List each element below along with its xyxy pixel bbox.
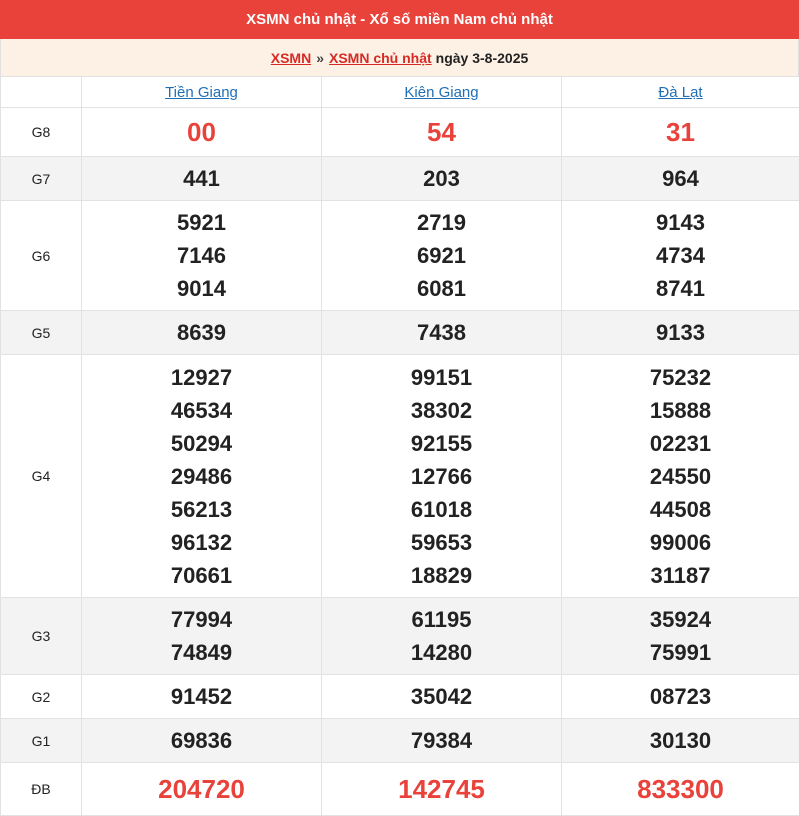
lottery-number: 7438 bbox=[417, 320, 466, 345]
prize-cell-g8-1 bbox=[322, 108, 562, 157]
lottery-number: 2719 bbox=[417, 210, 466, 235]
lottery-number: 31 bbox=[666, 116, 695, 147]
prize-label-g5: G5 bbox=[1, 311, 82, 355]
prize-row-g5 bbox=[1, 311, 799, 355]
breadcrumb-link-xsmn-sunday[interactable]: XSMN chủ nhật bbox=[328, 49, 432, 66]
lottery-number: 02231 bbox=[649, 430, 712, 456]
prize-cell-g8-2 bbox=[562, 108, 799, 157]
prize-cell-g5-0 bbox=[82, 311, 322, 355]
prize-row-db bbox=[1, 763, 799, 816]
lottery-number: 18829 bbox=[410, 562, 473, 588]
lottery-number: 74849 bbox=[170, 640, 233, 665]
lottery-number: 70661 bbox=[170, 562, 233, 588]
prize-cell-g1-2 bbox=[562, 719, 799, 763]
prize-cell-db-2 bbox=[562, 763, 799, 816]
prize-cell-g2-1 bbox=[322, 675, 562, 719]
prize-cell-db-1 bbox=[322, 763, 562, 816]
prize-row-g2 bbox=[1, 675, 799, 719]
prize-cell-g3-0 bbox=[82, 598, 322, 675]
lottery-number: 96132 bbox=[170, 529, 233, 555]
lottery-number: 204720 bbox=[158, 773, 245, 804]
prize-cell-g7-0 bbox=[82, 157, 322, 201]
prize-cell-g1-0 bbox=[82, 719, 322, 763]
lottery-number: 77994 bbox=[170, 607, 233, 632]
lottery-number: 12766 bbox=[410, 463, 473, 489]
prize-label-g2: G2 bbox=[1, 675, 82, 719]
lottery-number: 964 bbox=[662, 166, 699, 191]
prize-label-g4: G4 bbox=[1, 355, 82, 598]
lottery-number: 35042 bbox=[410, 684, 473, 709]
lottery-number: 142745 bbox=[398, 773, 485, 804]
prize-cell-g4-2 bbox=[562, 355, 799, 598]
lottery-number: 6081 bbox=[417, 276, 466, 301]
lottery-number: 91452 bbox=[170, 684, 233, 709]
lottery-number: 29486 bbox=[170, 463, 233, 489]
lottery-number: 59653 bbox=[410, 529, 473, 555]
lottery-number: 9014 bbox=[177, 276, 226, 301]
prize-row-g3 bbox=[1, 598, 799, 675]
breadcrumb-link-xsmn[interactable]: XSMN bbox=[270, 49, 312, 66]
prize-row-g7 bbox=[1, 157, 799, 201]
prize-cell-g2-0 bbox=[82, 675, 322, 719]
breadcrumb-separator: » bbox=[316, 49, 324, 66]
lottery-number: 92155 bbox=[410, 430, 473, 456]
prize-cell-g7-2 bbox=[562, 157, 799, 201]
lottery-number: 08723 bbox=[649, 684, 712, 709]
lottery-number: 35924 bbox=[649, 607, 712, 632]
prize-cell-g1-1 bbox=[322, 719, 562, 763]
prize-cell-g8-0 bbox=[82, 108, 322, 157]
lottery-number: 00 bbox=[187, 116, 216, 147]
prize-row-g4 bbox=[1, 355, 799, 598]
results-table bbox=[0, 76, 799, 816]
prize-cell-g5-1 bbox=[322, 311, 562, 355]
lottery-number: 7146 bbox=[177, 243, 226, 268]
lottery-number: 24550 bbox=[649, 463, 712, 489]
lottery-number: 61195 bbox=[411, 607, 472, 632]
prize-cell-g6-0 bbox=[82, 201, 322, 311]
lottery-number: 8741 bbox=[656, 276, 705, 301]
prize-row-g1 bbox=[1, 719, 799, 763]
lottery-number: 69836 bbox=[170, 728, 233, 753]
lottery-number: 12927 bbox=[170, 364, 233, 390]
prize-cell-g3-1 bbox=[322, 598, 562, 675]
prize-cell-g3-2 bbox=[562, 598, 799, 675]
prize-cell-g6-2 bbox=[562, 201, 799, 311]
prize-label-g1: G1 bbox=[1, 719, 82, 763]
province-link-kien-giang[interactable]: Kiên Giang bbox=[404, 83, 479, 101]
lottery-number: 9143 bbox=[656, 210, 705, 235]
lottery-number: 5921 bbox=[177, 210, 226, 235]
lottery-number: 99151 bbox=[410, 364, 473, 390]
lottery-number: 75232 bbox=[649, 364, 712, 390]
lottery-number: 4734 bbox=[656, 243, 705, 268]
prize-cell-g4-1 bbox=[322, 355, 562, 598]
lottery-number: 56213 bbox=[170, 496, 233, 522]
prize-cell-g4-0 bbox=[82, 355, 322, 598]
prize-row-g8 bbox=[1, 108, 799, 157]
prize-label-g7: G7 bbox=[1, 157, 82, 201]
prize-label-db: ĐB bbox=[1, 763, 82, 816]
prize-cell-g5-2 bbox=[562, 311, 799, 355]
lottery-number: 99006 bbox=[649, 529, 712, 555]
lottery-number: 6921 bbox=[417, 243, 466, 268]
lottery-number: 46534 bbox=[170, 397, 233, 423]
prize-label-g3: G3 bbox=[1, 598, 82, 675]
lottery-number: 50294 bbox=[170, 430, 233, 456]
prize-cell-g6-1 bbox=[322, 201, 562, 311]
header-empty-cell bbox=[1, 77, 82, 108]
lottery-number: 31187 bbox=[650, 562, 711, 588]
lottery-number: 14280 bbox=[410, 640, 473, 665]
lottery-number: 8639 bbox=[177, 320, 226, 345]
breadcrumb bbox=[0, 39, 799, 76]
lottery-number: 9133 bbox=[656, 320, 705, 345]
lottery-number: 833300 bbox=[637, 773, 724, 804]
prize-cell-g7-1 bbox=[322, 157, 562, 201]
prize-label-g6: G6 bbox=[1, 201, 82, 311]
lottery-number: 75991 bbox=[649, 640, 712, 665]
lottery-number: 30130 bbox=[649, 728, 712, 753]
province-link-tien-giang[interactable]: Tiền Giang bbox=[165, 83, 238, 101]
lottery-number: 79384 bbox=[410, 728, 473, 753]
lottery-number: 15888 bbox=[649, 397, 712, 423]
lottery-number: 203 bbox=[423, 166, 460, 191]
prize-cell-g2-2 bbox=[562, 675, 799, 719]
prize-row-g6 bbox=[1, 201, 799, 311]
lottery-number: 38302 bbox=[410, 397, 473, 423]
prize-label-g8: G8 bbox=[1, 108, 82, 157]
lottery-number: 44508 bbox=[649, 496, 712, 522]
province-header-row bbox=[1, 77, 799, 108]
province-link-da-lat[interactable]: Đà Lạt bbox=[658, 83, 703, 101]
lottery-number: 61018 bbox=[410, 496, 473, 522]
draw-date: ngày 3-8-2025 bbox=[435, 49, 529, 66]
lottery-number: 441 bbox=[183, 166, 220, 191]
prize-cell-db-0 bbox=[82, 763, 322, 816]
lottery-number: 54 bbox=[427, 116, 456, 147]
page-title: XSMN chủ nhật - Xổ số miền Nam chủ nhật bbox=[0, 0, 799, 39]
